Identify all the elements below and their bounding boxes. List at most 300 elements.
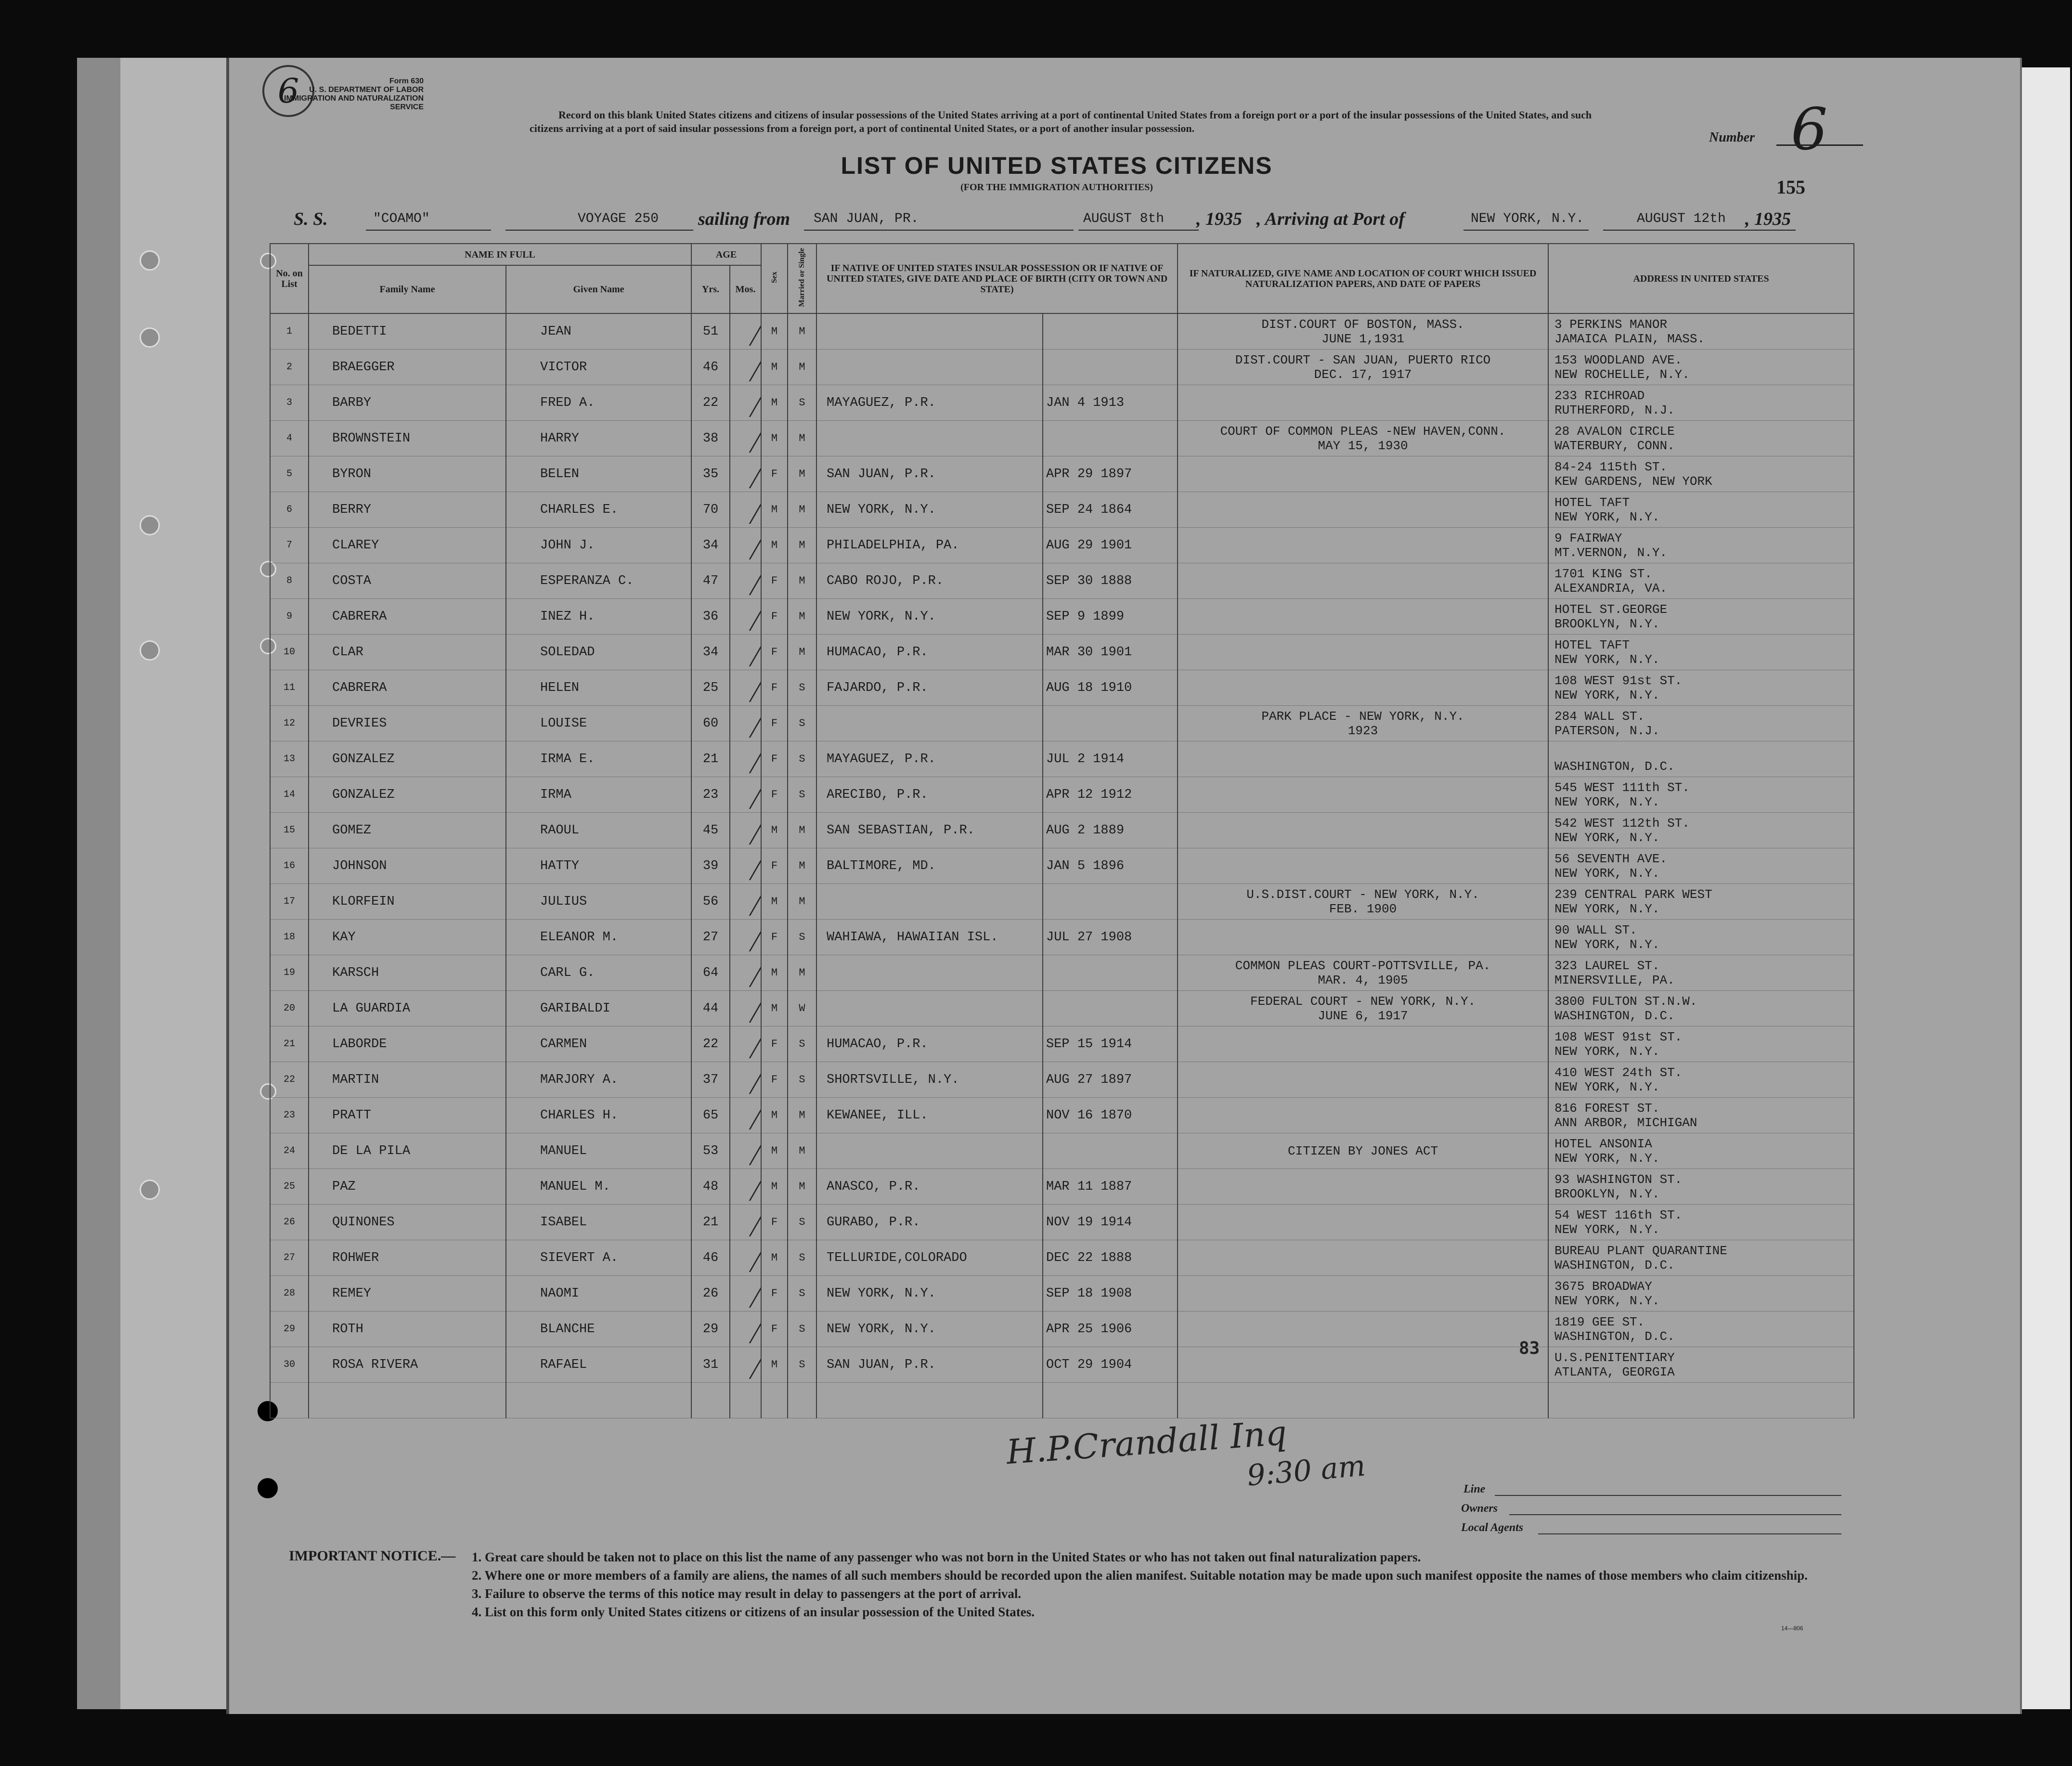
birthplace	[816, 350, 1043, 385]
given-name: FRED A.	[506, 385, 691, 421]
age-months	[730, 1169, 761, 1205]
sex: M	[761, 421, 788, 456]
us-address: 9 FAIRWAY MT.VERNON, N.Y.	[1548, 528, 1854, 563]
naturalization	[1178, 385, 1548, 421]
age-months	[730, 313, 761, 350]
birthplace: NEW YORK, N.Y.	[816, 492, 1043, 528]
naturalization: U.S.DIST.COURT - NEW YORK, N.Y. FEB. 1900	[1178, 884, 1548, 920]
age-years: 45	[691, 813, 730, 848]
table-row	[270, 599, 1854, 635]
naturalization	[1178, 813, 1548, 848]
birth-date	[1043, 313, 1178, 350]
birth-date: AUG 18 1910	[1043, 670, 1178, 706]
form-identifier: Form 630 U. S. DEPARTMENT OF LABOR IMMIGRATION AND NATURALIZATION SERVICE	[284, 77, 424, 111]
given-name: RAOUL	[506, 813, 691, 848]
page-title: LIST OF UNITED STATES CITIZENS	[841, 152, 1273, 179]
sex: M	[761, 1098, 788, 1133]
birth-date: SEP 30 1888	[1043, 563, 1178, 599]
us-address: 56 SEVENTH AVE. NEW YORK, N.Y.	[1548, 848, 1854, 884]
us-address: U.S.PENITENTIARY ATLANTA, GEORGIA	[1548, 1347, 1854, 1383]
family-name: PRATT	[309, 1098, 506, 1133]
punch-hole	[258, 1478, 278, 1498]
table-row	[270, 1133, 1854, 1169]
list-number: 1	[270, 313, 309, 350]
table-row	[270, 955, 1854, 991]
list-number: 3	[270, 385, 309, 421]
table-row	[270, 1098, 1854, 1133]
age-months	[730, 1205, 761, 1240]
marital-status: S	[788, 1347, 816, 1383]
age-years: 29	[691, 1312, 730, 1347]
manifest-body	[270, 313, 1854, 1418]
naturalization	[1178, 848, 1548, 884]
arrival-date: AUGUST 12th	[1637, 211, 1726, 226]
family-name: BARBY	[309, 385, 506, 421]
birth-date: JAN 5 1896	[1043, 848, 1178, 884]
us-address: 542 WEST 112th ST. NEW YORK, N.Y.	[1548, 813, 1854, 848]
owners-label: Owners	[1461, 1502, 1498, 1515]
age-months	[730, 456, 761, 492]
table-row	[270, 1062, 1854, 1098]
list-number: 10	[270, 635, 309, 670]
marital-status: M	[788, 421, 816, 456]
given-name: GARIBALDI	[506, 991, 691, 1026]
notice-item-1: 1. Great care should be taken not to place on this list the name of any passenger who was not born in the United States or who has not taken out final naturalization papers.	[472, 1550, 1421, 1564]
list-number: 9	[270, 599, 309, 635]
marital-status: S	[788, 920, 816, 955]
age-months	[730, 1276, 761, 1312]
marital-status: M	[788, 350, 816, 385]
table-row	[270, 528, 1854, 563]
us-address: 545 WEST 111th ST. NEW YORK, N.Y.	[1548, 777, 1854, 813]
family-name: CABRERA	[309, 599, 506, 635]
naturalization: COMMON PLEAS COURT-POTTSVILLE, PA. MAR. 4, 1905	[1178, 955, 1548, 991]
birthplace: ANASCO, P.R.	[816, 1169, 1043, 1205]
naturalization: DIST.COURT - SAN JUAN, PUERTO RICO DEC. 17, 1917	[1178, 350, 1548, 385]
list-number: 23	[270, 1098, 309, 1133]
table-row	[270, 1205, 1854, 1240]
sex: M	[761, 991, 788, 1026]
birth-date: AUG 29 1901	[1043, 528, 1178, 563]
us-address: 28 AVALON CIRCLE WATERBURY, CONN.	[1548, 421, 1854, 456]
age-months	[730, 706, 761, 741]
us-address: 233 RICHROAD RUTHERFORD, N.J.	[1548, 385, 1854, 421]
naturalization: COURT OF COMMON PLEAS -NEW HAVEN,CONN. MAY 15, 1930	[1178, 421, 1548, 456]
age-months	[730, 741, 761, 777]
table-row	[270, 1026, 1854, 1062]
us-address: 153 WOODLAND AVE. NEW ROCHELLE, N.Y.	[1548, 350, 1854, 385]
age-months	[730, 385, 761, 421]
us-address: BUREAU PLANT QUARANTINE WASHINGTON, D.C.	[1548, 1240, 1854, 1276]
departure-port: SAN JUAN, PR.	[814, 211, 919, 226]
naturalization	[1178, 599, 1548, 635]
binder-margin	[120, 58, 226, 1709]
naturalization	[1178, 1205, 1548, 1240]
sailing-date: AUGUST 8th	[1083, 211, 1165, 226]
birthplace: SAN JUAN, P.R.	[816, 1347, 1043, 1383]
table-row	[270, 813, 1854, 848]
page-edge-outer	[2017, 67, 2070, 1709]
naturalization	[1178, 1026, 1548, 1062]
marital-status: M	[788, 1098, 816, 1133]
local-agents-label: Local Agents	[1461, 1521, 1524, 1534]
table-row	[270, 1169, 1854, 1205]
marital-status: M	[788, 635, 816, 670]
col-given-name: Given Name	[506, 265, 691, 313]
sex: M	[761, 884, 788, 920]
given-name: INEZ H.	[506, 599, 691, 635]
birthplace: KEWANEE, ILL.	[816, 1098, 1043, 1133]
col-mos: Mos.	[730, 265, 761, 313]
marital-status: S	[788, 1205, 816, 1240]
birth-date: APR 25 1906	[1043, 1312, 1178, 1347]
naturalization	[1178, 1347, 1548, 1383]
list-number: 7	[270, 528, 309, 563]
age-months	[730, 777, 761, 813]
family-name: BEDETTI	[309, 313, 506, 350]
arriving-label: , Arriving at Port of	[1256, 209, 1405, 229]
birth-date: SEP 18 1908	[1043, 1276, 1178, 1312]
age-years: 64	[691, 955, 730, 991]
us-address: 108 WEST 91st ST. NEW YORK, N.Y.	[1548, 670, 1854, 706]
us-address: 84-24 115th ST. KEW GARDENS, NEW YORK	[1548, 456, 1854, 492]
marital-status: W	[788, 991, 816, 1026]
birthplace: NEW YORK, N.Y.	[816, 1312, 1043, 1347]
marital-status: S	[788, 1062, 816, 1098]
family-name: DE LA PILA	[309, 1133, 506, 1169]
given-name: HATTY	[506, 848, 691, 884]
table-row	[270, 920, 1854, 955]
us-address: HOTEL ANSONIA NEW YORK, N.Y.	[1548, 1133, 1854, 1169]
family-name: ROTH	[309, 1312, 506, 1347]
col-sex: Sex	[761, 244, 788, 313]
punch-hole	[140, 1180, 160, 1200]
age-years: 38	[691, 421, 730, 456]
form-code: 14—806	[1781, 1625, 1803, 1632]
given-name: ELEANOR M.	[506, 920, 691, 955]
notice-item-2: 2. Where one or more members of a family are aliens, the names of all such members should be recorded upon the alien manifest. Suitable notation may be made upon such manifest opposite the names of those members who claim citizenship.	[472, 1568, 1808, 1583]
naturalization: FEDERAL COURT - NEW YORK, N.Y. JUNE 6, 1917	[1178, 991, 1548, 1026]
age-months	[730, 1312, 761, 1347]
age-years: 23	[691, 777, 730, 813]
given-name: ESPERANZA C.	[506, 563, 691, 599]
sex: F	[761, 848, 788, 884]
table-row	[270, 350, 1854, 385]
age-months	[730, 1098, 761, 1133]
marital-status: M	[788, 848, 816, 884]
table-row	[270, 1312, 1854, 1347]
age-months	[730, 635, 761, 670]
us-address: 3675 BROADWAY NEW YORK, N.Y.	[1548, 1276, 1854, 1312]
list-number: 24	[270, 1133, 309, 1169]
us-address: 108 WEST 91st ST. NEW YORK, N.Y.	[1548, 1026, 1854, 1062]
naturalization	[1178, 492, 1548, 528]
us-address: 54 WEST 116th ST. NEW YORK, N.Y.	[1548, 1205, 1854, 1240]
marital-status: M	[788, 1133, 816, 1169]
naturalization: CITIZEN BY JONES ACT	[1178, 1133, 1548, 1169]
inspector-signature: H.P.Crandall Inq	[1005, 1413, 1288, 1472]
naturalization	[1178, 741, 1548, 777]
given-name: CARMEN	[506, 1026, 691, 1062]
marital-status: M	[788, 528, 816, 563]
marital-status: S	[788, 385, 816, 421]
given-name: CHARLES E.	[506, 492, 691, 528]
age-years: 34	[691, 528, 730, 563]
birth-date	[1043, 884, 1178, 920]
arrival-port: NEW YORK, N.Y.	[1471, 211, 1584, 226]
age-months	[730, 1133, 761, 1169]
sex: M	[761, 1133, 788, 1169]
given-name: JULIUS	[506, 884, 691, 920]
age-years: 48	[691, 1169, 730, 1205]
birth-date: OCT 29 1904	[1043, 1347, 1178, 1383]
sex: M	[761, 1347, 788, 1383]
sex: F	[761, 563, 788, 599]
birth-date: APR 29 1897	[1043, 456, 1178, 492]
birthplace	[816, 1133, 1043, 1169]
naturalization	[1178, 1276, 1548, 1312]
birthplace: CABO ROJO, P.R.	[816, 563, 1043, 599]
birth-date: JUL 27 1908	[1043, 920, 1178, 955]
col-yrs: Yrs.	[691, 265, 730, 313]
list-number: 17	[270, 884, 309, 920]
list-number: 6	[270, 492, 309, 528]
col-age: AGE	[691, 244, 761, 265]
list-number: 16	[270, 848, 309, 884]
birthplace: SAN JUAN, P.R.	[816, 456, 1043, 492]
punch-hole	[140, 327, 160, 348]
naturalization	[1178, 635, 1548, 670]
birth-date: NOV 19 1914	[1043, 1205, 1178, 1240]
age-years: 34	[691, 635, 730, 670]
family-name: BYRON	[309, 456, 506, 492]
birth-date	[1043, 350, 1178, 385]
age-years: 21	[691, 741, 730, 777]
list-number: 8	[270, 563, 309, 599]
number-value: 6	[1791, 96, 1828, 163]
family-name: QUINONES	[309, 1205, 506, 1240]
birthplace: GURABO, P.R.	[816, 1205, 1043, 1240]
col-married-single: Married or Single	[788, 244, 816, 313]
family-name: KARSCH	[309, 955, 506, 991]
us-address: 3800 FULTON ST.N.W. WASHINGTON, D.C.	[1548, 991, 1854, 1026]
age-years: 39	[691, 848, 730, 884]
age-months	[730, 599, 761, 635]
birth-date: DEC 22 1888	[1043, 1240, 1178, 1276]
us-address: HOTEL ST.GEORGE BROOKLYN, N.Y.	[1548, 599, 1854, 635]
marital-status: M	[788, 456, 816, 492]
voyage-line	[294, 205, 1834, 234]
age-years: 46	[691, 1240, 730, 1276]
time-note: 9:30 am	[1245, 1449, 1367, 1493]
age-years: 36	[691, 599, 730, 635]
naturalization	[1178, 563, 1548, 599]
birthplace	[816, 706, 1043, 741]
age-months	[730, 1240, 761, 1276]
sex: F	[761, 920, 788, 955]
marital-status: M	[788, 813, 816, 848]
binder-spine	[77, 58, 120, 1709]
birth-date	[1043, 1133, 1178, 1169]
given-name: LOUISE	[506, 706, 691, 741]
table-row	[270, 1240, 1854, 1276]
marital-status: M	[788, 1169, 816, 1205]
sailing-label: sailing from	[698, 209, 790, 229]
marital-status: S	[788, 1026, 816, 1062]
list-number: 19	[270, 955, 309, 991]
given-name: RAFAEL	[506, 1347, 691, 1383]
col-no: No. on List	[270, 244, 309, 313]
age-months	[730, 848, 761, 884]
age-years: 37	[691, 1062, 730, 1098]
family-name: BRAEGGER	[309, 350, 506, 385]
notice-item-4: 4. List on this form only United States citizens or citizens of an insular possession of the United States.	[472, 1605, 1035, 1619]
birth-date: AUG 2 1889	[1043, 813, 1178, 848]
naturalization	[1178, 1098, 1548, 1133]
birth-date: SEP 9 1899	[1043, 599, 1178, 635]
given-name: MANUEL M.	[506, 1169, 691, 1205]
family-name: REMEY	[309, 1276, 506, 1312]
table-row	[270, 991, 1854, 1026]
given-name: NAOMI	[506, 1276, 691, 1312]
marital-status: S	[788, 777, 816, 813]
age-months	[730, 884, 761, 920]
birth-date	[1043, 421, 1178, 456]
sex: F	[761, 670, 788, 706]
us-address: 1819 GEE ST. WASHINGTON, D.C.	[1548, 1312, 1854, 1347]
age-years: 44	[691, 991, 730, 1026]
given-name: SIEVERT A.	[506, 1240, 691, 1276]
table-row	[270, 670, 1854, 706]
birthplace: MAYAGUEZ, P.R.	[816, 741, 1043, 777]
age-years: 65	[691, 1098, 730, 1133]
family-name: MARTIN	[309, 1062, 506, 1098]
birthplace: MAYAGUEZ, P.R.	[816, 385, 1043, 421]
table-row	[270, 635, 1854, 670]
us-address: 239 CENTRAL PARK WEST NEW YORK, N.Y.	[1548, 884, 1854, 920]
sex: F	[761, 1312, 788, 1347]
birthplace: HUMACAO, P.R.	[816, 635, 1043, 670]
voyage-number: VOYAGE 250	[578, 211, 659, 226]
sex: M	[761, 813, 788, 848]
birth-date: JUL 2 1914	[1043, 741, 1178, 777]
list-number: 15	[270, 813, 309, 848]
birthplace: PHILADELPHIA, PA.	[816, 528, 1043, 563]
arrival-year: , 1935	[1745, 209, 1791, 229]
sex: F	[761, 456, 788, 492]
table-row	[270, 741, 1854, 777]
age-months	[730, 492, 761, 528]
birth-date: AUG 27 1897	[1043, 1062, 1178, 1098]
list-number: 2	[270, 350, 309, 385]
family-name: PAZ	[309, 1169, 506, 1205]
family-name: LA GUARDIA	[309, 991, 506, 1026]
naturalization: PARK PLACE - NEW YORK, N.Y. 1923	[1178, 706, 1548, 741]
line-underline	[1495, 1495, 1841, 1496]
given-name: IRMA E.	[506, 741, 691, 777]
birthplace: ARECIBO, P.R.	[816, 777, 1043, 813]
birthplace: SAN SEBASTIAN, P.R.	[816, 813, 1043, 848]
sex: F	[761, 777, 788, 813]
age-years: 70	[691, 492, 730, 528]
sex: M	[761, 350, 788, 385]
age-months	[730, 1062, 761, 1098]
birth-date	[1043, 991, 1178, 1026]
birthplace	[816, 421, 1043, 456]
naturalization	[1178, 1062, 1548, 1098]
list-number: 4	[270, 421, 309, 456]
us-address: 93 WASHINGTON ST. BROOKLYN, N.Y.	[1548, 1169, 1854, 1205]
birthplace	[816, 313, 1043, 350]
line-label: Line	[1463, 1483, 1486, 1495]
stamp-mark: 83	[1519, 1338, 1540, 1358]
birthplace: TELLURIDE,COLORADO	[816, 1240, 1043, 1276]
given-name: ISABEL	[506, 1205, 691, 1240]
marital-status: S	[788, 670, 816, 706]
naturalization	[1178, 1169, 1548, 1205]
given-name: HARRY	[506, 421, 691, 456]
given-name: SOLEDAD	[506, 635, 691, 670]
family-name: KLORFEIN	[309, 884, 506, 920]
passenger-manifest-table	[270, 243, 1854, 1418]
sex: M	[761, 528, 788, 563]
given-name: JOHN J.	[506, 528, 691, 563]
birthplace: SHORTSVILLE, N.Y.	[816, 1062, 1043, 1098]
sex: F	[761, 741, 788, 777]
family-name: JOHNSON	[309, 848, 506, 884]
birth-date: APR 12 1912	[1043, 777, 1178, 813]
marital-status: M	[788, 599, 816, 635]
us-address: 816 FOREST ST. ANN ARBOR, MICHIGAN	[1548, 1098, 1854, 1133]
family-name: LABORDE	[309, 1026, 506, 1062]
table-row	[270, 421, 1854, 456]
family-name: BROWNSTEIN	[309, 421, 506, 456]
ss-label: S. S.	[294, 209, 328, 229]
table-row	[270, 456, 1854, 492]
owners-underline	[1509, 1514, 1841, 1515]
given-name: CARL G.	[506, 955, 691, 991]
sex: F	[761, 1205, 788, 1240]
birthplace: NEW YORK, N.Y.	[816, 1276, 1043, 1312]
marital-status: M	[788, 313, 816, 350]
us-address: 3 PERKINS MANOR JAMAICA PLAIN, MASS.	[1548, 313, 1854, 350]
birth-date: MAR 11 1887	[1043, 1169, 1178, 1205]
us-address: 323 LAUREL ST. MINERSVILLE, PA.	[1548, 955, 1854, 991]
notice-list	[472, 1548, 1849, 1621]
circled-number: 6	[262, 65, 314, 117]
age-years: 53	[691, 1133, 730, 1169]
birthplace: FAJARDO, P.R.	[816, 670, 1043, 706]
table-row	[270, 706, 1854, 741]
birthplace	[816, 884, 1043, 920]
sex: F	[761, 1276, 788, 1312]
age-years: 60	[691, 706, 730, 741]
naturalization	[1178, 670, 1548, 706]
family-name: ROSA RIVERA	[309, 1347, 506, 1383]
age-months	[730, 421, 761, 456]
list-number: 12	[270, 706, 309, 741]
family-name: BERRY	[309, 492, 506, 528]
age-months	[730, 991, 761, 1026]
given-name: HELEN	[506, 670, 691, 706]
list-number: 28	[270, 1276, 309, 1312]
col-family-name: Family Name	[309, 265, 506, 313]
age-years: 22	[691, 385, 730, 421]
table-row	[270, 563, 1854, 599]
age-years: 47	[691, 563, 730, 599]
us-address: WASHINGTON, D.C.	[1548, 741, 1854, 777]
naturalization	[1178, 1312, 1548, 1347]
